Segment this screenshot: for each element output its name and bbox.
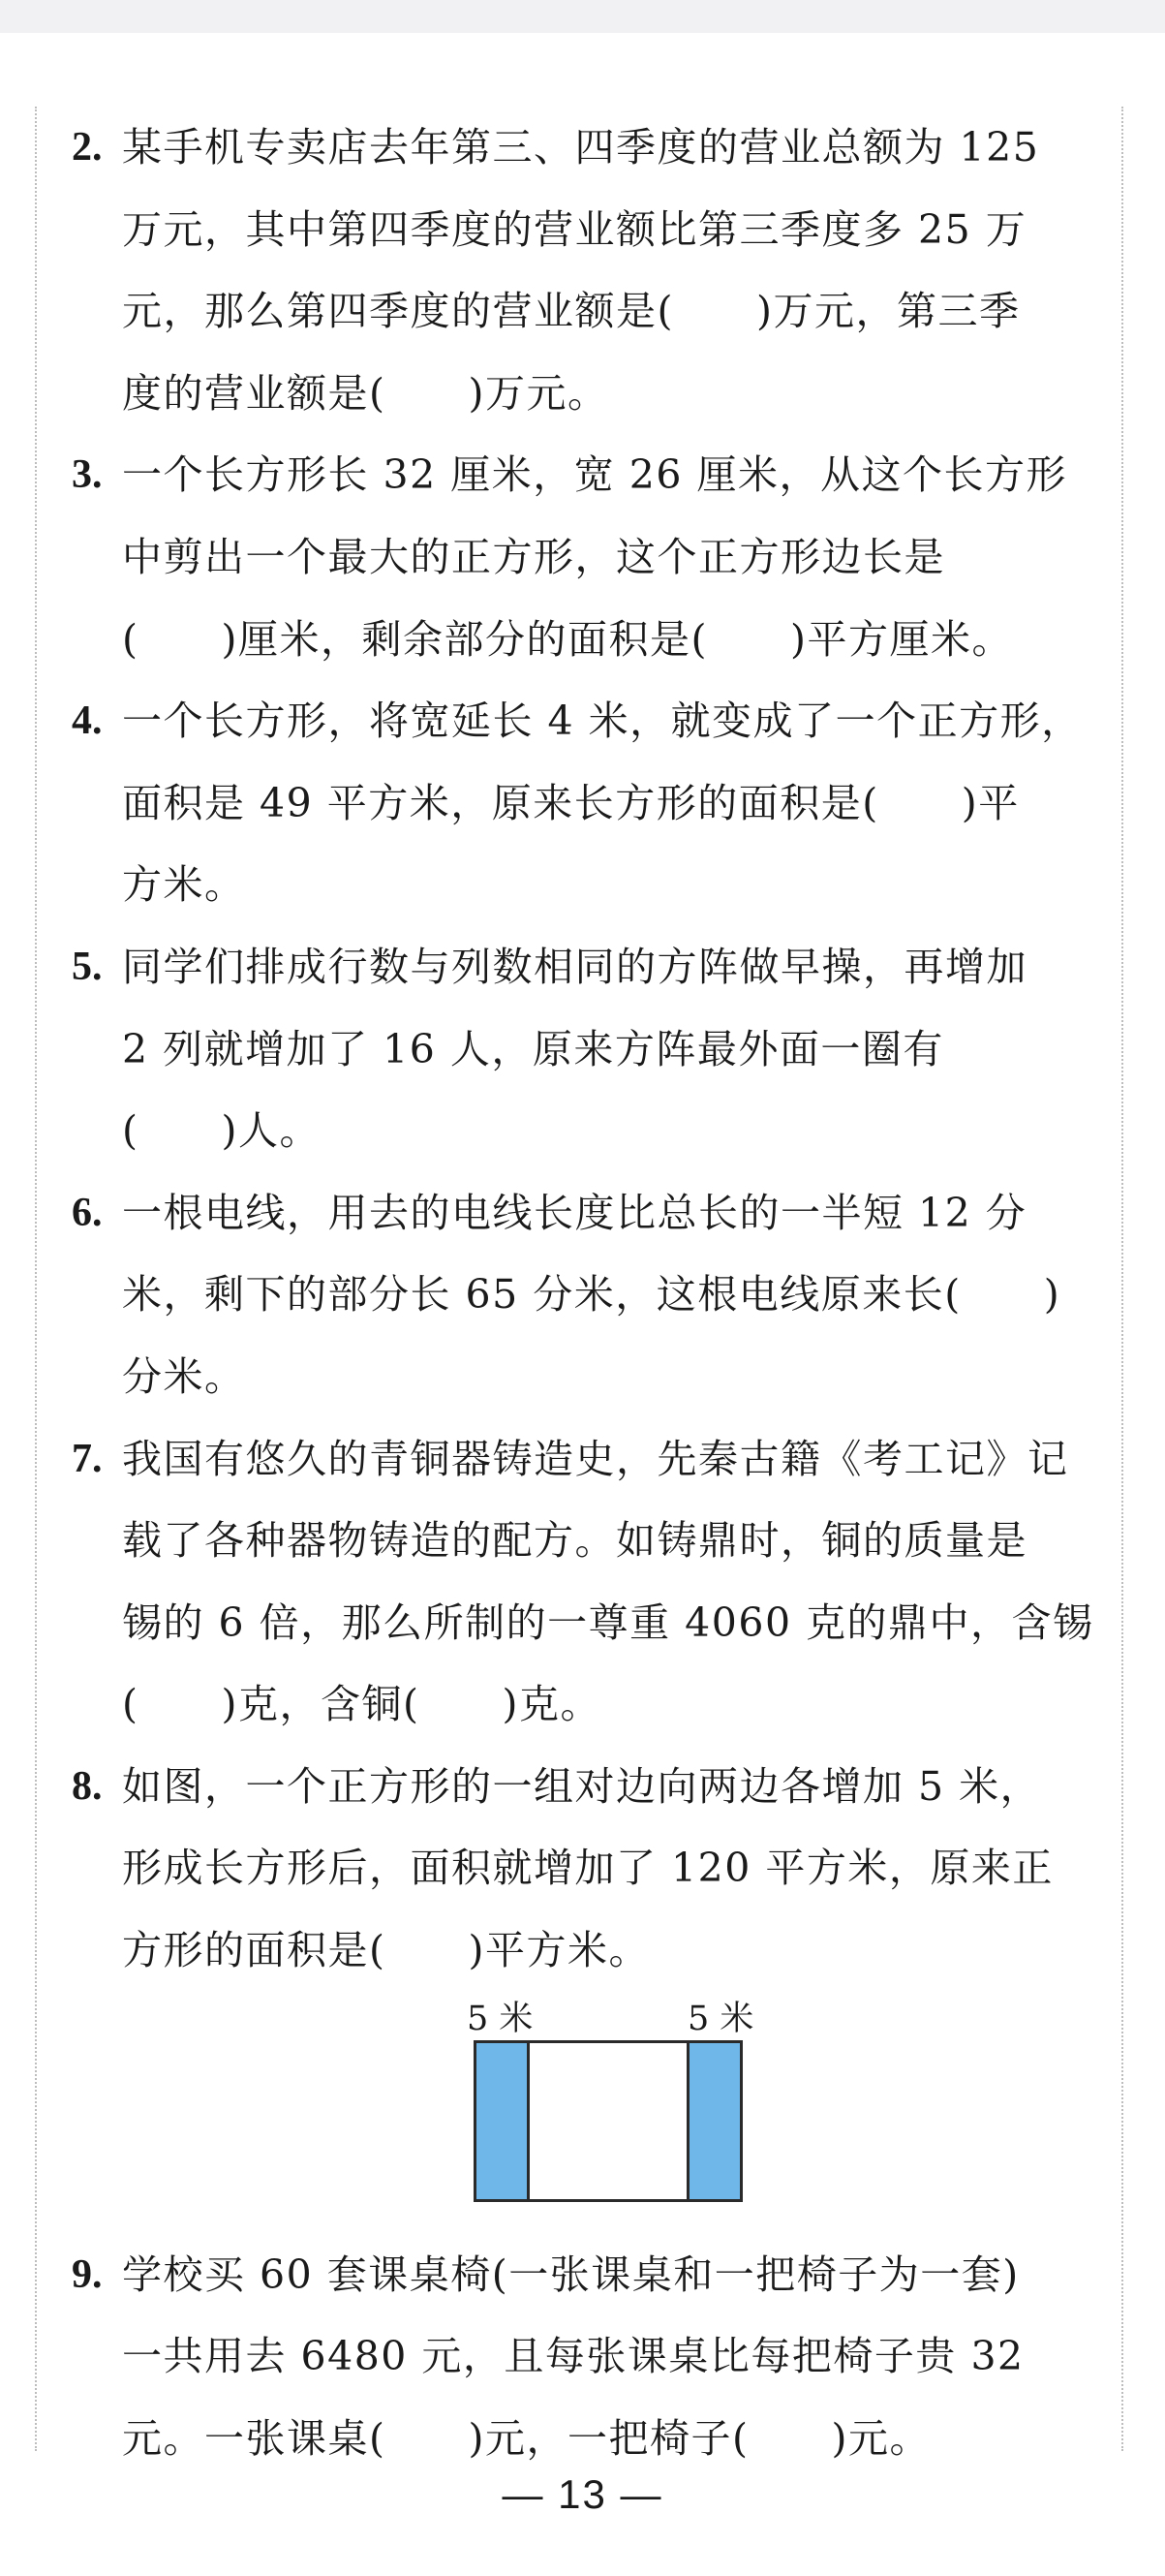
problem-2: [72, 107, 1118, 434]
problem-line: 中剪出一个最大的正方形，这个正方形边长是: [122, 533, 945, 580]
left-margin-line: [35, 107, 37, 2451]
problem-line: 载了各种器物铸造的配方。如铸鼎时，铜的质量是: [122, 1517, 1027, 1565]
problem-line: 形成长方形后，面积就增加了 120 平方米，原来正: [122, 1845, 1054, 1892]
problem-line: 米，剩下的部分长 65 分米，这根电线原来长( ): [122, 1271, 1061, 1319]
problem-line: 一个长方形长 32 厘米，宽 26 厘米，从这个长方形: [122, 451, 1067, 499]
problem-number: 6.: [72, 1190, 103, 1235]
problem-number: 7.: [72, 1436, 103, 1481]
rectangle-shape: [474, 2040, 743, 2202]
problem-number: 4.: [72, 698, 103, 744]
problem-number: 8.: [72, 1763, 103, 1809]
problem-4: [72, 680, 1118, 926]
problem-line: 一根电线，用去的电线长度比总长的一半短 12 分: [122, 1189, 1027, 1236]
problem-line: ( )人。: [122, 1107, 321, 1155]
problem-number: 9.: [72, 2251, 103, 2297]
problem-line: 某手机专卖店去年第三、四季度的营业总额为 125: [122, 124, 1040, 171]
problem-number: 5.: [72, 944, 103, 989]
problem-7: [72, 1418, 1118, 1746]
problem-line: 方米。: [122, 861, 246, 909]
page-number: — 13 —: [502, 2471, 663, 2517]
problem-line: 一个长方形，将宽延长 4 米，就变成了一个正方形，: [122, 698, 1083, 745]
problem-line: 万元，其中第四季度的营业额比第三季度多 25 万: [122, 205, 1027, 253]
left-extension-strip: [476, 2043, 530, 2199]
rectangle-figure: [72, 1992, 1118, 2234]
problem-line: 如图，一个正方形的一组对边向两边各增加 5 米，: [122, 1762, 1042, 1810]
problem-line: 元，那么第四季度的营业额是( )万元，第三季: [122, 288, 1021, 335]
right-margin-line: [1121, 107, 1123, 2451]
problem-line: 锡的 6 倍，那么所制的一尊重 4060 克的鼎中，含锡: [122, 1598, 1094, 1646]
right-extension-strip: [687, 2043, 740, 2199]
problem-5: [72, 926, 1118, 1172]
top-band: [0, 0, 1165, 33]
problem-line: 分米。: [122, 1352, 246, 1400]
problem-line: 方形的面积是( )平方米。: [122, 1927, 650, 1974]
left-extension-label: 5 米: [467, 1999, 534, 2038]
problem-list: [72, 107, 1118, 2479]
problem-6: [72, 1172, 1118, 1418]
problem-line: 一共用去 6480 元，且每张课桌比每把椅子贵 32: [122, 2333, 1025, 2380]
problem-line: 同学们排成行数与列数相同的方阵做早操，再增加: [122, 943, 1027, 990]
problem-8: [72, 1746, 1118, 1992]
problem-line: ( )厘米，剩余部分的面积是( )平方厘米。: [122, 615, 1013, 663]
problem-number: 2.: [72, 125, 103, 170]
problem-9: [72, 2234, 1118, 2480]
problem-line: 元。一张课桌( )元，一把椅子( )元。: [122, 2414, 931, 2462]
problem-line: 面积是 49 平方米，原来长方形的面积是( )平: [122, 779, 1020, 826]
problem-number: 3.: [72, 452, 103, 498]
problem-3: [72, 434, 1118, 680]
problem-line: 2 列就增加了 16 人，原来方阵最外面一圈有: [122, 1025, 944, 1072]
problem-line: 我国有悠久的青铜器铸造史，先秦古籍《考工记》记: [122, 1435, 1069, 1482]
problem-line: ( )克，含铜( )克。: [122, 1681, 601, 1728]
right-extension-label: 5 米: [688, 1999, 754, 2038]
problem-line: 度的营业额是( )万元。: [122, 369, 609, 417]
problem-line: 学校买 60 套课桌椅(一张课桌和一把椅子为一套): [122, 2250, 1020, 2298]
